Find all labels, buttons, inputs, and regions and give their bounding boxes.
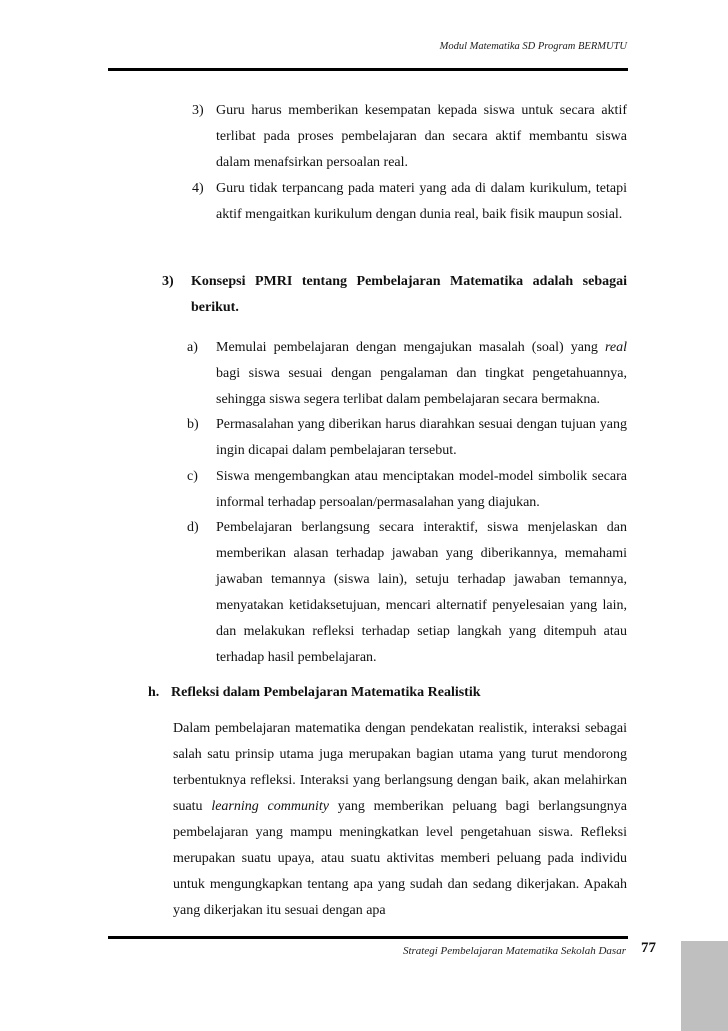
list-item-number: d) (187, 520, 199, 535)
section-number: h. (148, 685, 160, 700)
running-footer: Strategi Pembelajaran Matematika Sekolah Dasar (402, 945, 626, 957)
list-item-text: Siswa mengembangkan atau menciptakan model-model simbolik secara informal terhadap persoalan/permasalahan yang diajukan. (216, 469, 627, 510)
konsepsi-title: Konsepsi PMRI tentang Pembelajaran Matematika adalah sebagai berikut. (191, 274, 627, 315)
list-item-konsepsi-a (187, 335, 627, 415)
text-segment: yang memberikan peluang bagi berlangsungnya pembelajaran yang mampu meningkatkan level pengetahuan siswa. Refleksi merupakan suatu upaya, atau suatu aktivitas memberi peluang pada individu untuk mengungkapkan tentang apa yang sudah dan sedang dikerjakan. Apakah yang dikerjakan itu sesuai dengan apa (173, 799, 627, 918)
list-item-konsepsi-c (187, 464, 627, 518)
body-paragraph (173, 716, 627, 931)
list-item-guru-4 (192, 176, 627, 256)
header-rule (108, 68, 628, 71)
konsepsi-heading (162, 269, 627, 325)
list-item-text: Guru tidak terpancang pada materi yang ada di dalam kurikulum, tetapi aktif mengaitkan kurikulum dengan dunia real, baik fisik maupun sosial. (216, 181, 627, 222)
list-item-number: b) (187, 417, 199, 432)
running-header: Modul Matematika SD Program BERMUTU (439, 41, 627, 52)
list-item-number: c) (187, 469, 198, 484)
text-segment: Dalam pembelajaran matematika dengan pendekatan realistik, interaksi sebagai salah satu prinsip utama juga merupakan bagian utama yang turut mendorong terbentuknya refleksi. Interaksi yang berlangsung dengan baik, akan melahirkan suatu (173, 721, 627, 814)
section-heading (148, 680, 628, 708)
list-item-konsepsi-b (187, 412, 627, 466)
list-item-number: 3) (192, 103, 204, 118)
konsepsi-number: 3) (162, 274, 174, 289)
list-item-text: Permasalahan yang diberikan harus diarahkan sesuai dengan tujuan yang ingin dicapai dalam pembelajaran tersebut. (216, 417, 627, 458)
list-item-konsepsi-d (187, 515, 627, 675)
footer-rule (108, 936, 628, 939)
emphasis-text: learning community (211, 799, 329, 814)
list-item-number: 4) (192, 181, 204, 196)
page-number: 77 (641, 940, 656, 956)
section-title: Refleksi dalam Pembelajaran Matematika Realistik (171, 685, 481, 700)
list-item-number: a) (187, 340, 198, 355)
list-item-text: Guru harus memberikan kesempatan kepada siswa untuk secara aktif terlibat pada proses pembelajaran dan secara aktif membantu siswa dalam menafsirkan persoalan real. (216, 103, 627, 170)
list-item-text: Pembelajaran berlangsung secara interaktif, siswa menjelaskan dan memberikan alasan terhadap jawaban yang diberikannya, memahami jawaban temannya (siswa lain), setuju terhadap jawaban temannya, menyatakan ketidaksetujuan, mencari alternatif penyelesaian yang lain, dan melakukan refleksi terhadap setiap langkah yang ditempuh atau terhadap hasil pembelajaran. (216, 520, 627, 665)
page-edge-tab (681, 941, 728, 1031)
list-item-guru-3 (192, 98, 627, 178)
list-item-text (216, 335, 627, 413)
text-segment: bagi siswa sesuai dengan pengalaman dan tingkat pengetahuannya, sehingga siswa segera terlibat dalam pembelajaran secara bermakna. (216, 366, 627, 407)
emphasis-text: real (604, 340, 627, 355)
text-segment: Memulai pembelajaran dengan mengajukan masalah (soal) yang (216, 340, 605, 355)
